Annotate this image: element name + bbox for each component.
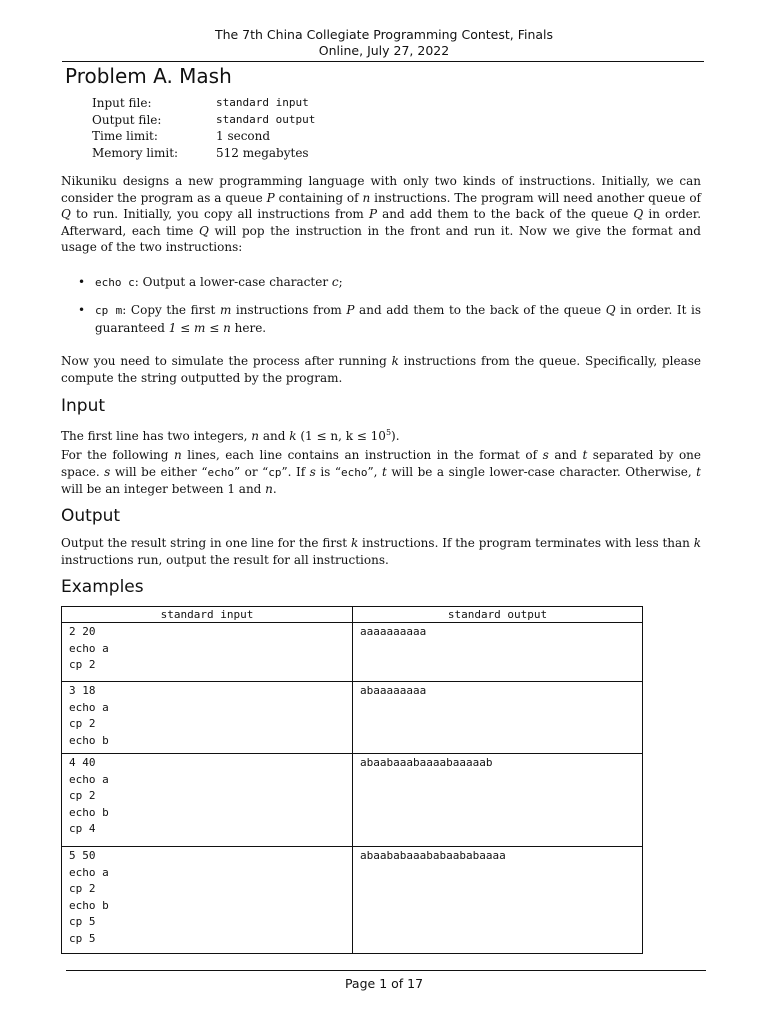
example-output: aaaaaaaaaa xyxy=(353,623,643,682)
problem-meta xyxy=(92,95,315,161)
input-line-1: The first line has two integers, n and k (1 ≤ n, $k \le 10^5$). xyxy=(61,428,400,443)
contest-date: Online, July 27, 2022 xyxy=(318,43,450,58)
meta-value: standard input xyxy=(216,96,309,109)
table-row xyxy=(62,682,643,754)
example-output: abaababaaababaababaaaa xyxy=(353,847,643,954)
examples-heading: Examples xyxy=(61,577,144,597)
meta-value: standard output xyxy=(216,112,316,126)
page-header xyxy=(0,27,768,59)
output-text: Output the result string in one line for the first k instructions. If the program terminates with less than k instructions run, output the result for all instructions. xyxy=(61,536,701,567)
examples-table xyxy=(61,606,643,954)
example-input: 5 50 echo a cp 2 echo b cp 5 cp 5 xyxy=(62,847,353,954)
bullet-icon: • xyxy=(78,275,86,289)
meta-output-file xyxy=(92,112,315,129)
input-line-2: For the following n lines, each line contains an instruction in the format of s and t separated by one space. s will be either “echo” or “cp”. If s is “echo”, t will be a single lower-case character. Otherwise, t will be an integer between 1 and n. xyxy=(61,448,701,496)
meta-key: Time limit: xyxy=(92,129,158,143)
meta-key: Input file: xyxy=(92,96,152,110)
statement-intro: Nikuniku designs a new programming language with only two kinds of instructions. Initially, we can consider the program as a queue P containing of n instructions. The program will need another queue of Q to run. Initially, you copy all instructions from P and add them to the back of the queue Q in order. Afterward, each time Q will pop the instruction in the front and run it. Now we give the format and usage of the two instructions: xyxy=(61,174,702,254)
example-output: abaaaaaaaa xyxy=(353,682,643,754)
column-header-output: standard output xyxy=(353,607,643,623)
table-header-row xyxy=(62,607,643,623)
example-output: abaabaaabaaaabaaaaab xyxy=(353,754,643,847)
example-input: 2 20 echo a cp 2 xyxy=(62,623,353,682)
example-input: 3 18 echo a cp 2 echo b xyxy=(62,682,353,754)
column-header-input: standard input xyxy=(62,607,353,623)
output-heading: Output xyxy=(61,506,121,526)
contest-name: The 7th China Collegiate Programming Contest, Finals xyxy=(214,27,554,42)
table-row xyxy=(62,754,643,847)
meta-value: 512 megabytes xyxy=(216,145,309,160)
table-row xyxy=(62,847,643,954)
example-input: 4 40 echo a cp 2 echo b cp 4 xyxy=(62,754,353,847)
meta-input-file xyxy=(92,95,315,112)
problem-title: Problem A. Mash xyxy=(65,64,232,88)
meta-memory-limit xyxy=(92,145,315,162)
statement-simulate: Now you need to simulate the process after running k instructions from the queue. Specifically, please compute the string outputted by the program. xyxy=(61,354,701,385)
document-page: The 7th China Collegiate Programming Contest, Finals Online, July 27, 2022 Problem A. Mash Input file: standard input Output file: standard output Time limit: 1 second Memory limit: 512 megabytes Nikuniku designs a new programming language with only two kinds of instructions. Initially, we can consider the program as a queue P containing of n instructions. The program will need another queue of Q to run. Initially, you copy all instructions from P and add them to the back of the queue Q in order. Afterward, each time Q will pop the instruction in the front and run it. Now we give the format and usage of the two instructions: • echo c: Output a lower-case character c; • cp m: Copy the first m instructions from P and add them to the back of the queue Q in order. It is guaranteed 1 ≤ m ≤ n here. Now you need to simulate the process after running k instructions from the queue. Specifically, please compute the string outputted by the program. Input The first line has two integers, n and k (1 ≤ n, $k \le 10^5$). For the following n lines, each line contains an instruction in the format of s and t separated by one space. s will be either “echo” or “cp”. If s is “echo”, t will be a single lower-case character. Otherwise, t will be an integer between 1 and n. Output Output the result string in one line for the first k instructions. If the program terminates with less than k instructions run, output the result for all instructions. Examples standard input standard output 2 20 echo a cp 2 aaaaaaaaaa 3 18 echo a cp 2 echo b abaaaaaaaa 4 40 echo a cp 2 echo b cp 4 abaabaaabaaaabaaaaab 5 50 echo a cp 2 echo b cp 5 cp 5 abaababaaababaababaaaa Page 1 of 17 xyxy=(0,0,768,1024)
page-number: Page 1 of 17 xyxy=(344,976,424,991)
meta-key: Output file: xyxy=(92,112,162,127)
header-rule xyxy=(62,61,704,62)
bullet-icon: • xyxy=(78,303,86,317)
footer-rule xyxy=(66,970,706,971)
meta-time-limit xyxy=(92,128,315,145)
input-heading: Input xyxy=(61,396,106,416)
table-row xyxy=(62,623,643,682)
meta-key: Memory limit: xyxy=(92,145,179,160)
meta-value: 1 second xyxy=(216,129,271,143)
